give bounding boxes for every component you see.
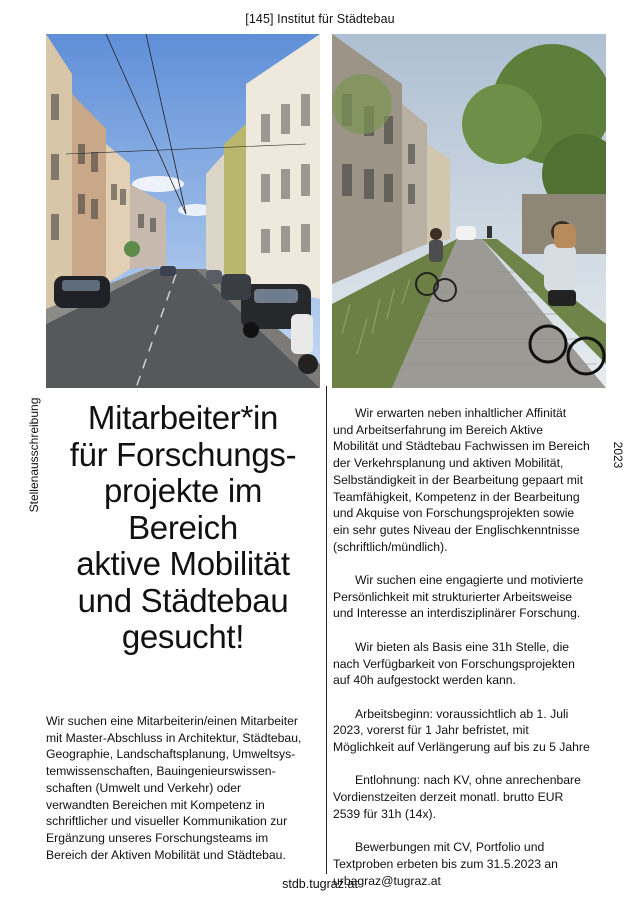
- text-line: auf 40h aufgestockt werden kann.: [333, 673, 516, 688]
- text-line: Wir erwarten neben inhaltlicher Affinität: [355, 406, 567, 420]
- expectations-paragraph: [333, 405, 611, 555]
- text-line: 2023, vorerst für 1 Jahr befristet, mit: [333, 723, 529, 738]
- text-line: schriftlicher und visueller Kommunikation zur: [46, 814, 288, 829]
- headline-line: gesucht!: [121, 618, 245, 655]
- text-line: mit Master-Abschluss in Architektur, Städtebau,: [46, 730, 302, 745]
- text-line: und Akquise von Forschungsprojekten sowie: [333, 506, 575, 521]
- offer-paragraph: [333, 639, 611, 689]
- street-after-rendering: [332, 34, 606, 388]
- text-line: Wir suchen eine Mitarbeiterin/einen Mitarbeiter: [46, 714, 298, 728]
- text-line: Vordienstzeiten derzeit monatl. brutto EUR: [333, 790, 564, 805]
- text-line: 2539 für 31h (14x).: [333, 806, 436, 821]
- text-line: Ergänzung unseres Forschungsteams im: [46, 830, 269, 845]
- text-line: Möglichkeit auf Verlängerung auf bis zu 5 Jahre: [333, 740, 590, 755]
- text-line: Bewerbungen mit CV, Portfolio und: [355, 840, 545, 855]
- text-line: schaften (Umwelt und Verkehr) oder: [46, 780, 242, 795]
- text-line: temwissenschaften, Bauingenieurswissen-: [46, 764, 276, 779]
- side-label-year: 2023: [611, 441, 625, 469]
- requirements-text: [46, 713, 322, 863]
- text-line: und Arbeitserfahrung im Bereich Aktive: [333, 422, 544, 437]
- headline-line: Bereich: [128, 508, 238, 546]
- text-line: verwandten Bereichen mit Kompetenz in: [46, 797, 265, 812]
- text-line: ein sehr gutes Niveau der Englischkenntnisse: [333, 522, 580, 537]
- personality-paragraph: [333, 572, 611, 622]
- headline-line: projekte im: [103, 472, 263, 509]
- headline-line: und Städtebau: [77, 581, 289, 619]
- text-line: Bereich der Aktiven Mobilität und Städtebau.: [46, 847, 286, 862]
- application-email[interactable]: urbagraz@tugraz.at: [333, 873, 441, 888]
- headline-line: für Forschungs-: [69, 435, 297, 473]
- job-details: [333, 405, 611, 906]
- website-url[interactable]: stdb.tugraz.at: [282, 877, 358, 891]
- text-line: Geographie, Landschaftsplanung, Umweltsys-: [46, 747, 296, 762]
- text-line: der Verkehrsplanung und aktiven Mobilität,: [333, 456, 564, 471]
- salary-paragraph: [333, 772, 611, 822]
- headline-line: aktive Mobilität: [76, 545, 290, 582]
- text-line: Entlohnung: nach KV, ohne anrechenbare: [355, 773, 581, 788]
- street-before-photo: [46, 34, 320, 388]
- text-line: Persönlichkeit mit strukturierter Arbeitsweise: [333, 589, 573, 604]
- column-divider: [326, 386, 327, 874]
- text-line: Teamfähigkeit, Kompetenz in der Bearbeitung: [333, 489, 580, 504]
- start-date-paragraph: [333, 706, 611, 756]
- text-line: Wir bieten als Basis eine 31h Stelle, die: [355, 639, 570, 654]
- text-line: (schriftlich/mündlich).: [333, 539, 448, 554]
- text-line: Arbeitsbeginn: voraussichtlich ab 1. Juli: [355, 706, 569, 721]
- text-line: und Interesse an interdisziplinärer Forschung.: [333, 606, 581, 621]
- text-line: Mobilität und Städtebau Fachwissen im Bereich: [333, 439, 590, 454]
- text-line: Wir suchen eine engagierte und motivierte: [355, 573, 584, 588]
- institute-header: [145] Institut für Städtebau: [245, 12, 395, 26]
- job-headline: [46, 400, 320, 656]
- text-line: Selbständigkeit in der Bearbeitung gepaart mit: [333, 472, 583, 487]
- side-label-left: Stellenausschreibung: [27, 397, 41, 513]
- text-line: Textproben erbeten bis zum 31.5.2023 an: [333, 856, 558, 871]
- headline-line: Mitarbeiter*in: [87, 399, 279, 436]
- text-line: nach Verfügbarkeit von Forschungsprojekten: [333, 656, 575, 671]
